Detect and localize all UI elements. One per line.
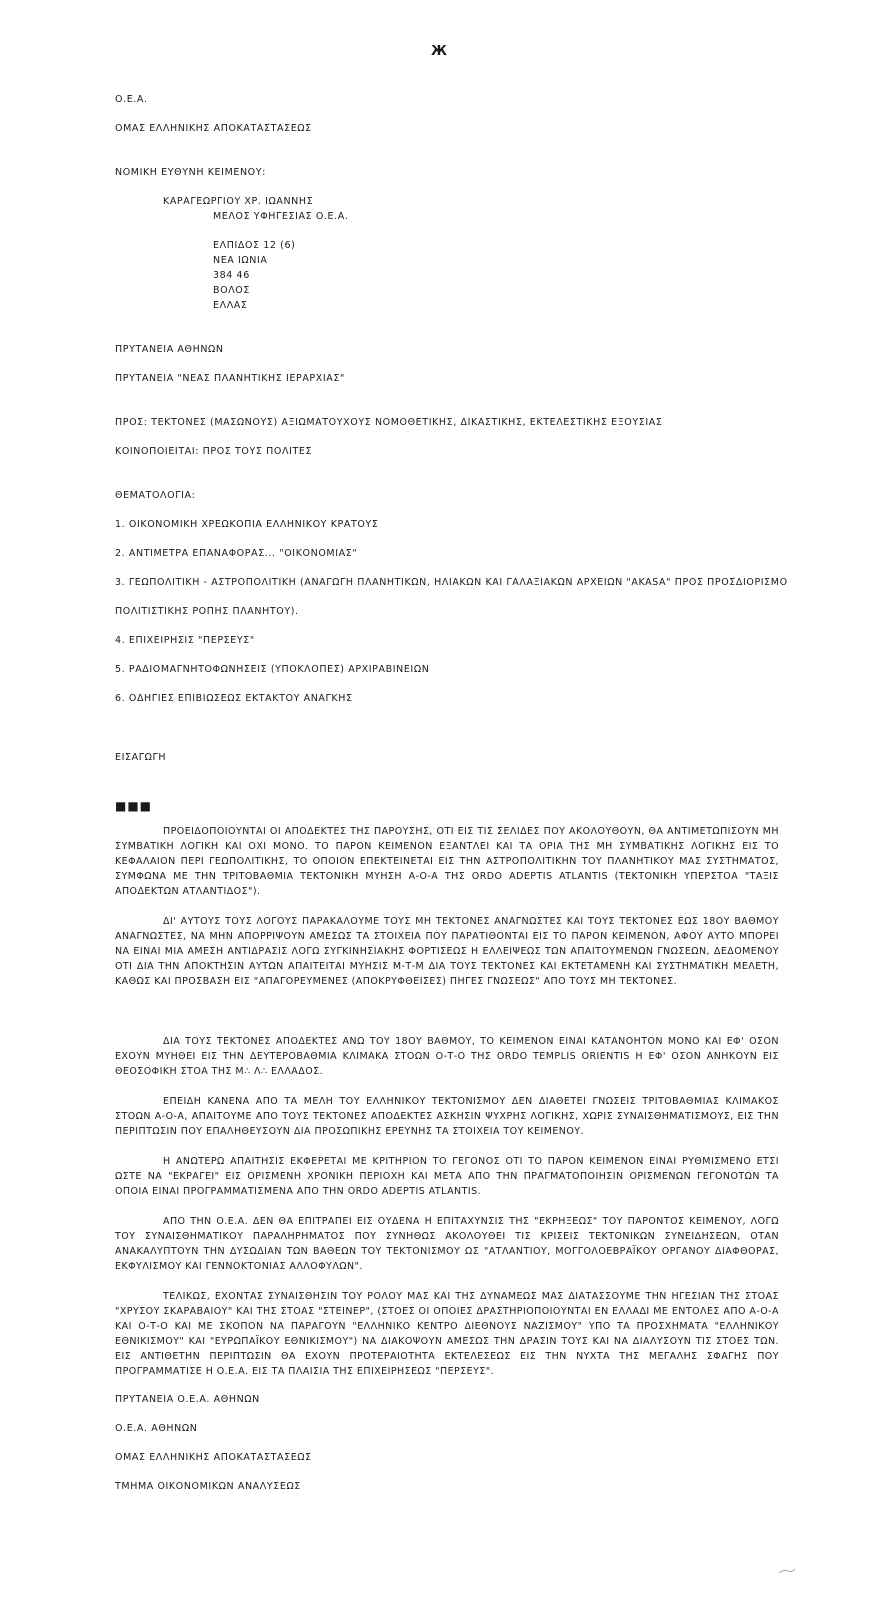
topic-item: 5. ΡΑΔΙΟΜΑΓΝΗΤΟΦΩΝΗΣΕΙΣ (ΥΠΟΚΛΟΠΕΣ) ΑΡΧΙΡΑΒΙΝΕΙΩΝ bbox=[115, 664, 430, 675]
footer-line: ΤΜΗΜΑ ΟΙΚΟΝΟΜΙΚΩΝ ΑΝΑΛΥΣΕΩΣ bbox=[115, 1481, 301, 1492]
org-abbr: Ο.Ε.Α. bbox=[115, 94, 148, 105]
body-paragraph: ΤΕΛΙΚΩΣ, ΕΧΟΝΤΑΣ ΣΥΝΑΙΣΘΗΣΙΝ ΤΟΥ ΡΟΛΟΥ ΜΑΣ ΚΑΙ ΤΗΣ ΔΥΝΑΜΕΩΣ ΜΑΣ ΔΙΑΤΑΣΣΟΥΜΕ ΤΗΝ ΗΓΕΣΙΑΝ ΤΗΣ ΣΤΟΑΣ "ΧΡΥΣΟΥ ΣΚΑΡΑΒΑΙΟΥ" ΚΑΙ ΤΗΣ ΣΤΟΑΣ "ΣΤΕΙΝΕΡ", (ΣΤΟΕΣ ΟΙ ΟΠΟΙΕΣ ΔΡΑΣΤΗΡΙΟΠΟΙΟΥΝΤΑΙ ΕΝ ΕΛΛΑΔΙ ΜΕ ΕΝΤΟΛΕΣ ΑΠΟ Α-Ο-Α ΚΑΙ Ο-Τ-Ο ΚΑΙ ΜΕ ΣΚΟΠΟΝ ΝΑ ΠΑΡΑΓΟΥΝ "ΕΛΛΗΝΙΚΟ ΚΕΝΤΡΟ ΔΙΕΘΝΟΥΣ ΝΑΖΙΣΜΟΥ" ΥΠΟ ΤΑ ΠΡΟΣΧΗΜΑΤΑ "ΕΛΛΗΝΙΚΟΥ ΕΘΝΙΚΙΣΜΟΥ" ΚΑΙ "ΕΥΡΩΠΑΪΚΟΥ ΕΘΝΙΚΙΣΜΟΥ") ΝΑ ΔΙΑΚΟΨΟΥΝ ΑΜΕΣΩΣ ΤΗΝ ΔΡΑΣΙΝ ΤΟΥΣ ΚΑΙ ΝΑ ΔΙΑΛΥΣΟΥΝ ΤΙΣ ΣΤΟΕΣ ΤΩΝ. ΕΙΣ ΑΝΤΙΘΕΤΗΝ ΠΕΡΙΠΤΩΣΙΝ ΘΑ ΕΧΟΥΝ ΠΡΟΤΕΡΑΙΟΤΗΤΑ ΕΚΤΕΛΕΣΕΩΣ ΕΙΣ ΤΗΝ ΝΥΧΤΑ ΤΗΣ ΜΕΓΑΛΗΣ ΣΦΑΓΗΣ ΠΟΥ ΠΡΟΓΡΑΜΜΑΤΙΣΕ Η Ο.Ε.Α. ΕΙΣ ΤΑ ΠΛΑΙΣΙΑ ΤΗΣ ΕΠΙΧΕΙΡΗΣΕΩΣ "ΠΕΡΣΕΥΣ". bbox=[115, 1291, 779, 1377]
topics-title: ΘΕΜΑΤΟΛΟΓΙΑ: bbox=[115, 490, 196, 501]
body-paragraph: ΔΙΑ ΤΟΥΣ ΤΕΚΤΟΝΕΣ ΑΠΟΔΕΚΤΕΣ ΑΝΩ ΤΟΥ 18ΟΥ ΒΑΘΜΟΥ, ΤΟ ΚΕΙΜΕΝΟΝ ΕΙΝΑΙ ΚΑΤΑΝΟΗΤΟΝ ΜΟΝΟ ΚΑΙ ΕΦ' ΟΣΟΝ ΕΧΟΥΝ ΜΥΗΘΕΙ ΕΙΣ ΤΗΝ ΔΕΥΤΕΡΟΒΑΘΜΙΑ ΚΛΙΜΑΚΑ ΣΤΟΩΝ Ο-Τ-Ο ΤΗΣ ORDO TEMPLIS ORIENTIS Η ΕΦ' ΟΣΟΝ ΑΝΗΚΟΥΝ ΕΙΣ ΘΕΟΣΟΦΙΚΗ ΣΤΟΑ ΤΗΣ Μ∴ Λ∴ ΕΛΛΑΔΟΣ. bbox=[115, 1036, 779, 1077]
topic-item: 1. ΟΙΚΟΝΟΜΙΚΗ ΧΡΕΩΚΟΠΙΑ ΕΛΛΗΝΙΚΟΥ ΚΡΑΤΟΥΣ bbox=[115, 519, 379, 530]
sender-line: ΠΡΥΤΑΝΕΙΑ "ΝΕΑΣ ΠΛΑΝΗΤΙΚΗΣ ΙΕΡΑΡΧΙΑΣ" bbox=[115, 373, 345, 384]
address-line: ΕΛΛΑΣ bbox=[213, 300, 248, 311]
intro-title: ΕΙΣΑΓΩΓΗ bbox=[115, 752, 167, 763]
footer-line: ΟΜΑΣ ΕΛΛΗΝΙΚΗΣ ΑΠΟΚΑΤΑΣΤΑΣΕΩΣ bbox=[115, 1452, 312, 1463]
legal-role: ΜΕΛΟΣ ΥΦΗΓΕΣΙΑΣ Ο.Ε.Α. bbox=[213, 211, 349, 222]
address-line: ΕΛΠΙΔΟΣ 12 (6) bbox=[213, 240, 296, 251]
topic-item: 6. ΟΔΗΓΙΕΣ ΕΠΙΒΙΩΣΕΩΣ ΕΚΤΑΚΤΟΥ ΑΝΑΓΚΗΣ bbox=[115, 693, 353, 704]
legal-person: ΚΑΡΑΓΕΩΡΓΙΟΥ ΧΡ. ΙΩΑΝΝΗΣ bbox=[163, 196, 314, 207]
topic-item: 4. ΕΠΙΧΕΙΡΗΣΙΣ "ΠΕΡΣΕΥΣ" bbox=[115, 635, 255, 646]
topic-item: 2. ΑΝΤΙΜΕΤΡΑ ΕΠΑΝΑΦΟΡΑΣ... "ΟΙΚΟΝΟΜΙΑΣ" bbox=[115, 548, 358, 559]
footer-line: ΠΡΥΤΑΝΕΙΑ Ο.Ε.Α. ΑΘΗΝΩΝ bbox=[115, 1394, 260, 1405]
footer-line: Ο.Ε.Α. ΑΘΗΝΩΝ bbox=[115, 1423, 198, 1434]
address-line: 384 46 bbox=[213, 270, 250, 281]
org-name: ΟΜΑΣ ΕΛΛΗΝΙΚΗΣ ΑΠΟΚΑΤΑΣΤΑΣΕΩΣ bbox=[115, 123, 312, 134]
pen-mark bbox=[778, 1568, 796, 1574]
body-paragraph: ΑΠΟ ΤΗΝ Ο.Ε.Α. ΔΕΝ ΘΑ ΕΠΙΤΡΑΠΕΙ ΕΙΣ ΟΥΔΕΝΑ Η ΕΠΙΤΑΧΥΝΣΙΣ ΤΗΣ "ΕΚΡΗΞΕΩΣ" ΤΟΥ ΠΑΡΟΝΤΟΣ ΚΕΙΜΕΝΟΥ, ΛΟΓΩ ΤΟΥ ΣΥΝΑΙΣΘΗΜΑΤΙΚΟΥ ΠΑΡΑΛΗΡΗΜΑΤΟΣ ΠΟΥ ΣΥΝΗΘΩΣ ΑΚΟΛΟΥΘΕΙ ΤΙΣ ΚΡΙΣΕΙΣ ΤΕΚΤΟΝΙΚΩΝ ΣΥΝΕΙΔΗΣΕΩΝ, ΟΤΑΝ ΑΝΑΚΑΛΥΠΤΟΥΝ ΤΗΝ ΔΥΣΩΔΙΑΝ ΤΩΝ ΒΑΘΕΩΝ ΤΟΥ ΤΕΚΤΟΝΙΣΜΟΥ ΩΣ "ΑΤΛΑΝΤΙΟΥ, ΜΟΓΓΟΛΟΕΒΡΑΪΚΟΥ ΟΡΓΑΝΟΥ ΔΙΑΦΘΟΡΑΣ, ΕΚΦΥΛΙΣΜΟΥ ΚΑΙ ΓΕΝΝΟΚΤΟΝΙΑΣ ΑΛΛΟΦΥΛΩΝ". bbox=[115, 1216, 779, 1272]
legal-label: ΝΟΜΙΚΗ ΕΥΘΥΝΗ ΚΕΙΜΕΝΟΥ: bbox=[115, 167, 266, 178]
sender-line: ΠΡΥΤΑΝΕΙΑ ΑΘΗΝΩΝ bbox=[115, 344, 224, 355]
body-paragraph: ΔΙ' ΑΥΤΟΥΣ ΤΟΥΣ ΛΟΓΟΥΣ ΠΑΡΑΚΑΛΟΥΜΕ ΤΟΥΣ ΜΗ ΤΕΚΤΟΝΕΣ ΑΝΑΓΝΩΣΤΕΣ ΚΑΙ ΤΟΥΣ ΤΕΚΤΟΝΕΣ ΕΩΣ 18ΟΥ ΒΑΘΜΟΥ ΑΝΑΓΝΩΣΤΕΣ, ΝΑ ΜΗΝ ΑΠΟΡΡΙΨΟΥΝ ΑΜΕΣΩΣ ΤΑ ΣΤΟΙΧΕΙΑ ΠΟΥ ΠΑΡΑΤΙΘΟΝΤΑΙ ΕΙΣ ΤΟ ΠΑΡΟΝ ΚΕΙΜΕΝΟΝ, ΑΦΟΥ ΑΥΤΟ ΜΠΟΡΕΙ ΝΑ ΕΙΝΑΙ ΜΙΑ ΑΜΕΣΗ ΑΝΤΙΔΡΑΣΙΣ ΛΟΓΩ ΣΥΓΚΙΝΗΣΙΑΚΗΣ ΦΟΡΤΙΣΕΩΣ Η ΕΛΛΕΙΨΕΩΣ ΤΩΝ ΑΠΑΙΤΟΥΜΕΝΩΝ ΓΝΩΣΕΩΝ, ΔΕΔΟΜΕΝΟΥ ΟΤΙ ΔΙΑ ΤΗΝ ΑΠΟΚΤΗΣΙΝ ΑΥΤΩΝ ΑΠΑΙΤΕΙΤΑΙ ΜΥΗΣΙΣ Μ-Τ-Μ ΔΙΑ ΤΟΥΣ ΤΕΚΤΟΝΕΣ ΚΑΙ ΕΚΤΕΤΑΜΕΝΗ ΚΑΙ ΣΥΣΤΗΜΑΤΙΚΗ ΜΕΛΕΤΗ, ΚΑΘΩΣ ΚΑΙ ΠΡΟΣΒΑΣΗ ΕΙΣ "ΑΠΑΓΟΡΕΥΜΕΝΕΣ (ΑΠΟΚΡΥΦΘΕΙΣΕΣ) ΠΗΓΕΣ ΓΝΩΣΕΩΣ" ΑΠΟ ΤΟΥΣ ΜΗ ΤΕΚΤΟΝΕΣ. bbox=[115, 916, 779, 987]
address-line: ΝΕΑ ΙΩΝΙΑ bbox=[213, 255, 268, 266]
recipient-line: ΠΡΟΣ: ΤΕΚΤΟΝΕΣ (ΜΑΣΩΝΟΥΣ) ΑΞΙΩΜΑΤΟΥΧΟΥΣ ΝΟΜΟΘΕΤΙΚΗΣ, ΔΙΚΑΣΤΙΚΗΣ, ΕΚΤΕΛΕΣΤΙΚΗΣ ΕΞΟΥΣΙΑΣ bbox=[115, 417, 663, 428]
topic-item: 3. ΓΕΩΠΟΛΙΤΙΚΗ - ΑΣΤΡΟΠΟΛΙΤΙΚΗ (ΑΝΑΓΩΓΗ ΠΛΑΝΗΤΙΚΩΝ, ΗΛΙΑΚΩΝ ΚΑΙ ΓΑΛΑΞΙΑΚΩΝ ΑΡΧΕΙΩΝ "AKASA" ΠΡΟΣ ΠΡΟΣΔΙΟΡΙΣΜΟ bbox=[115, 577, 788, 588]
body-paragraph: ΠΡΟΕΙΔΟΠΟΙΟΥΝΤΑΙ ΟΙ ΑΠΟΔΕΚΤΕΣ ΤΗΣ ΠΑΡΟΥΣΗΣ, ΟΤΙ ΕΙΣ ΤΙΣ ΣΕΛΙΔΕΣ ΠΟΥ ΑΚΟΛΟΥΘΟΥΝ, ΘΑ ΑΝΤΙΜΕΤΩΠΙΣΟΥΝ ΜΗ ΣΥΜΒΑΤΙΚΗ ΛΟΓΙΚΗ ΚΑΙ ΟΧΙ ΜΟΝΟ. ΤΟ ΠΑΡΟΝ ΚΕΙΜΕΝΟΝ ΕΞΑΝΤΛΕΙ ΚΑΙ ΤΑ ΟΡΙΑ ΤΗΣ ΜΗ ΣΥΜΒΑΤΙΚΗΣ ΛΟΓΙΚΗΣ ΕΙΣ ΤΟ ΚΕΦΑΛΑΙΟΝ ΠΕΡΙ ΓΕΩΠΟΛΙΤΙΚΗΣ, ΤΟ ΟΠΟΙΟΝ ΕΠΕΚΤΕΙΝΕΤΑΙ ΕΙΣ ΤΗΝ ΑΣΤΡΟΠΟΛΙΤΙΚΗΝ ΤΟΥ ΠΛΑΝΗΤΙΚΟΥ ΜΑΣ ΣΥΣΤΗΜΑΤΟΣ, ΣΥΜΦΩΝΑ ΜΕ ΤΗΝ ΤΡΙΤΟΒΑΘΜΙΑ ΤΕΚΤΟΝΙΚΗ ΜΥΗΣΗ Α-Ο-Α ΤΗΣ ORDO ADEPTIS ATLANTIS (ΤΕΚΤΟΝΙΚΗ ΥΠΕΡΣΤΟΑ "ΤΑΞΙΣ ΑΠΟΔΕΚΤΩΝ ΑΤΛΑΝΤΙΔΟΣ"). bbox=[115, 826, 779, 897]
body-paragraph: ΕΠΕΙΔΗ ΚΑΝΕΝΑ ΑΠΟ ΤΑ ΜΕΛΗ ΤΟΥ ΕΛΛΗΝΙΚΟΥ ΤΕΚΤΟΝΙΣΜΟΥ ΔΕΝ ΔΙΑΘΕΤΕΙ ΓΝΩΣΕΙΣ ΤΡΙΤΟΒΑΘΜΙΑΣ ΚΛΙΜΑΚΟΣ ΣΤΟΩΝ Α-Ο-Α, ΑΠΑΙΤΟΥΜΕ ΑΠΟ ΤΟΥΣ ΤΕΚΤΟΝΕΣ ΑΠΟΔΕΚΤΕΣ ΑΣΚΗΣΙΝ ΨΥΧΡΗΣ ΛΟΓΙΚΗΣ, ΧΩΡΙΣ ΣΥΝΑΙΣΘΗΜΑΤΙΣΜΟΥΣ, ΕΙΣ ΤΗΝ ΠΕΡΙΠΤΩΣΙΝ ΠΟΥ ΕΠΑΛΗΘΕΥΣΟΥΝ ΔΙΑ ΠΡΟΣΩΠΙΚΗΣ ΕΡΕΥΝΗΣ ΤΑ ΣΤΟΙΧΕΙΑ ΤΟΥ ΚΕΙΜΕΝΟΥ. bbox=[115, 1096, 779, 1137]
header-symbol: Ж bbox=[431, 44, 448, 59]
address-line: ΒΟΛΟΣ bbox=[213, 285, 250, 296]
section-dots: ■■■ bbox=[115, 799, 153, 813]
cc-line: ΚΟΙΝΟΠΟΙΕΙΤΑΙ: ΠΡΟΣ ΤΟΥΣ ΠΟΛΙΤΕΣ bbox=[115, 446, 313, 457]
topic-item: ΠΟΛΙΤΙΣΤΙΚΗΣ ΡΟΠΗΣ ΠΛΑΝΗΤΟΥ). bbox=[115, 606, 299, 617]
body-paragraph: Η ΑΝΩΤΕΡΩ ΑΠΑΙΤΗΣΙΣ ΕΚΦΕΡΕΤΑΙ ΜΕ ΚΡΙΤΗΡΙΟΝ ΤΟ ΓΕΓΟΝΟΣ ΟΤΙ ΤΟ ΠΑΡΟΝ ΚΕΙΜΕΝΟΝ ΕΙΝΑΙ ΡΥΘΜΙΣΜΕΝΟ ΕΤΣΙ ΩΣΤΕ ΝΑ "ΕΚΡΑΓΕΙ" ΕΙΣ ΟΡΙΣΜΕΝΗ ΧΡΟΝΙΚΗ ΠΕΡΙΟΧΗ ΚΑΙ ΜΕΤΑ ΑΠΟ ΤΗΝ ΠΡΑΓΜΑΤΟΠΟΙΗΣΙΝ ΟΡΙΣΜΕΝΩΝ ΓΕΓΟΝΟΤΩΝ ΤΑ ΟΠΟΙΑ ΕΙΝΑΙ ΠΡΟΓΡΑΜΜΑΤΙΣΜΕΝΑ ΑΠΟ ΤΗΝ ORDO ADEPTIS ATLANTIS. bbox=[115, 1156, 779, 1197]
